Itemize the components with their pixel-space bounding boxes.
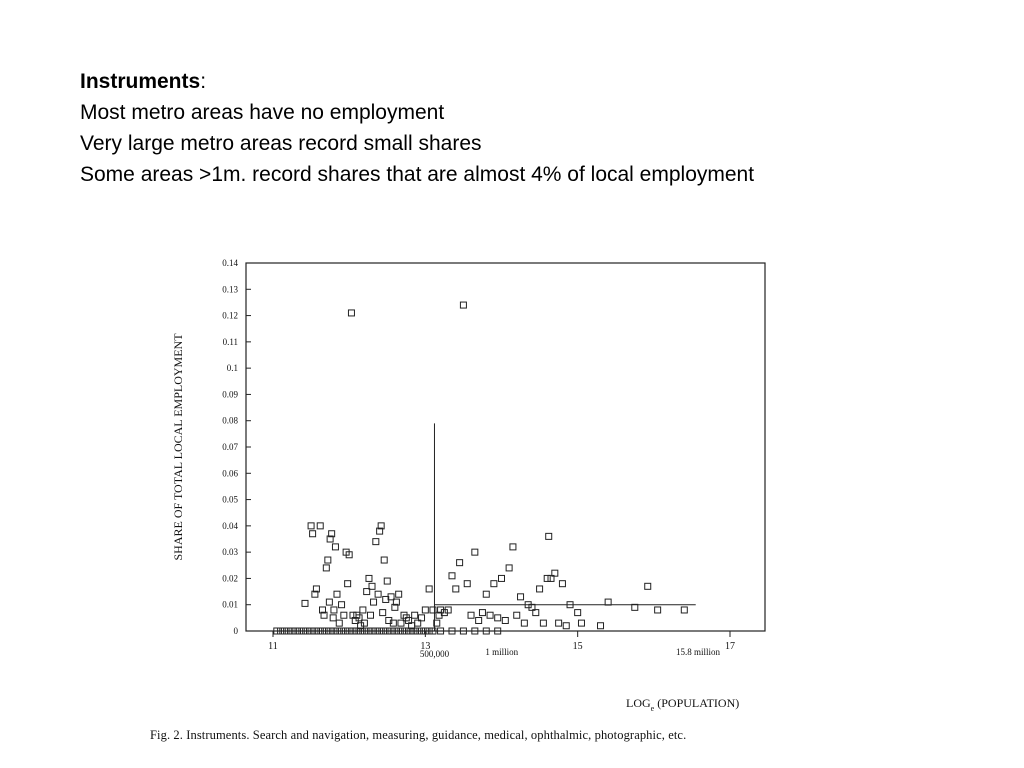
data-point: [317, 523, 323, 529]
data-point: [430, 607, 436, 613]
x-annotation: 1 million: [485, 647, 519, 657]
data-point: [499, 575, 505, 581]
y-tick-label: 0.05: [222, 494, 238, 505]
data-point: [360, 607, 366, 613]
data-point: [310, 531, 316, 537]
data-point: [472, 549, 478, 555]
data-point: [371, 599, 377, 605]
x-axis-title: $LOG_e$ (POPULATION): [626, 696, 740, 713]
data-point: [476, 617, 482, 623]
data-point: [373, 539, 379, 545]
y-tick-label: 0: [233, 626, 238, 636]
data-point: [422, 607, 428, 613]
data-point: [468, 612, 474, 618]
slide-title-colon: :: [200, 70, 207, 93]
data-point: [323, 565, 329, 571]
bullet-line-2: Very large metro areas record small shares: [80, 132, 482, 155]
data-point: [366, 575, 372, 581]
x-tick-label: 15: [572, 641, 583, 652]
figure-caption: Fig. 2. Instruments. Search and navigation, measuring, guidance, medical, ophthalmic, photographic, etc.: [150, 728, 687, 742]
y-tick-label: 0.12: [222, 310, 238, 321]
y-tick-label: 0.11: [222, 336, 238, 347]
data-point: [380, 610, 386, 616]
data-point: [336, 620, 342, 626]
data-point: [537, 586, 543, 592]
data-point: [449, 573, 455, 579]
chart-axes: [246, 263, 765, 637]
data-point: [426, 586, 432, 592]
data-point: [556, 620, 562, 626]
data-point: [546, 533, 552, 539]
x-tick-label: 11: [268, 641, 278, 652]
data-point: [502, 617, 508, 623]
data-point: [325, 557, 331, 563]
bullet-line-3: Some areas >1m. record shares that are almost 4% of local employment: [80, 163, 755, 186]
data-point: [339, 602, 345, 608]
x-tick-label: 17: [725, 641, 735, 652]
data-point: [495, 615, 501, 621]
y-tick-label: 0.04: [222, 520, 238, 531]
plot-frame: [246, 263, 765, 631]
data-point: [540, 620, 546, 626]
data-point: [375, 591, 381, 597]
data-point: [348, 310, 354, 316]
data-point: [559, 581, 565, 587]
y-tick-label: 0.08: [222, 415, 238, 426]
data-point: [521, 620, 527, 626]
bullet-line-1: Most metro areas have no employment: [80, 101, 445, 124]
data-point: [464, 581, 470, 587]
slide-title: Instruments: [80, 70, 201, 93]
data-point: [396, 591, 402, 597]
data-point: [341, 612, 347, 618]
data-point: [384, 578, 390, 584]
data-point: [645, 583, 651, 589]
data-point: [578, 620, 584, 626]
y-tick-label: 0.02: [222, 573, 238, 584]
data-point: [479, 610, 485, 616]
data-point: [518, 594, 524, 600]
data-point: [563, 623, 569, 629]
data-point: [487, 612, 493, 618]
data-point: [655, 607, 661, 613]
data-point: [453, 586, 459, 592]
y-tick-label: 0.01: [222, 599, 238, 610]
data-point: [632, 604, 638, 610]
y-tick-label: 0.14: [222, 258, 238, 268]
data-point: [460, 302, 466, 308]
data-point: [457, 560, 463, 566]
data-point: [334, 591, 340, 597]
y-tick-label: 0.07: [222, 442, 238, 452]
data-point: [381, 557, 387, 563]
data-point: [367, 612, 373, 618]
data-point: [605, 599, 611, 605]
x-annotation: 500,000: [419, 649, 450, 659]
data-point: [598, 623, 604, 629]
y-tick-label: 0.1: [226, 363, 238, 374]
data-point: [510, 544, 516, 550]
y-tick-label: 0.06: [222, 468, 238, 479]
x-annotation: 15.8 million: [676, 647, 721, 657]
data-point: [544, 575, 550, 581]
chart-labels: [171, 258, 739, 713]
data-point: [332, 544, 338, 550]
data-point: [302, 600, 308, 606]
chart-points: [274, 302, 687, 634]
data-point: [681, 607, 687, 613]
x-tick-label: 13: [420, 641, 431, 652]
data-point: [575, 610, 581, 616]
data-point: [345, 581, 351, 587]
y-axis-title: SHARE OF TOTAL LOCAL EMPLOYMENT: [171, 333, 185, 561]
y-tick-label: 0.09: [222, 389, 238, 400]
data-point: [308, 523, 314, 529]
data-point: [514, 612, 520, 618]
y-tick-label: 0.03: [222, 547, 238, 558]
data-point: [506, 565, 512, 571]
data-point: [483, 591, 489, 597]
data-point: [491, 581, 497, 587]
y-tick-label: 0.13: [222, 284, 238, 295]
data-point: [326, 599, 332, 605]
data-point: [412, 612, 418, 618]
data-point: [330, 615, 336, 621]
data-point: [331, 607, 337, 613]
